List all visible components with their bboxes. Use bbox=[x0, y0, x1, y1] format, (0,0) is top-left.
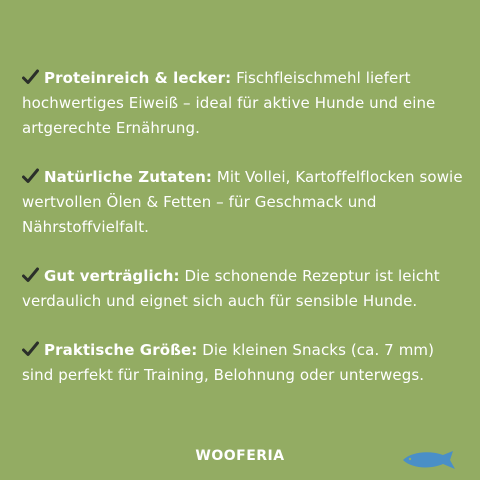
check-icon bbox=[22, 341, 39, 357]
feature-text: Die kleinen Snacks (ca. 7 mm) sind perfekt für Training, Belohnung oder unterwegs. bbox=[22, 341, 435, 384]
feature-title: Natürliche Zutaten: bbox=[44, 168, 212, 186]
feature-list bbox=[22, 66, 466, 412]
check-icon bbox=[22, 168, 39, 184]
check-icon bbox=[22, 69, 39, 85]
feature-text: Die schonende Rezeptur ist leicht verdaulich und eignet sich auch für sensible Hunde. bbox=[22, 267, 440, 310]
feature-item-ingredients bbox=[22, 165, 466, 240]
feature-title: Gut verträglich: bbox=[44, 267, 180, 285]
feature-item-protein bbox=[22, 66, 466, 141]
check-icon bbox=[22, 267, 39, 283]
brand-logo: WOOFERIA bbox=[195, 448, 285, 464]
feature-item-digestible bbox=[22, 264, 466, 314]
feature-text: Fischfleischmehl liefert hochwertiges Eiweiß – ideal für aktive Hunde und eine artgerechte Ernährung. bbox=[22, 69, 436, 137]
feature-title: Praktische Größe: bbox=[44, 341, 198, 359]
feature-text: Mit Vollei, Kartoffelflocken sowie wertvollen Ölen & Fetten – für Geschmack und Nährstoffvielfalt. bbox=[22, 168, 463, 236]
fish-icon bbox=[399, 449, 461, 471]
feature-item-size bbox=[22, 338, 466, 388]
feature-title: Proteinreich & lecker: bbox=[44, 69, 232, 87]
